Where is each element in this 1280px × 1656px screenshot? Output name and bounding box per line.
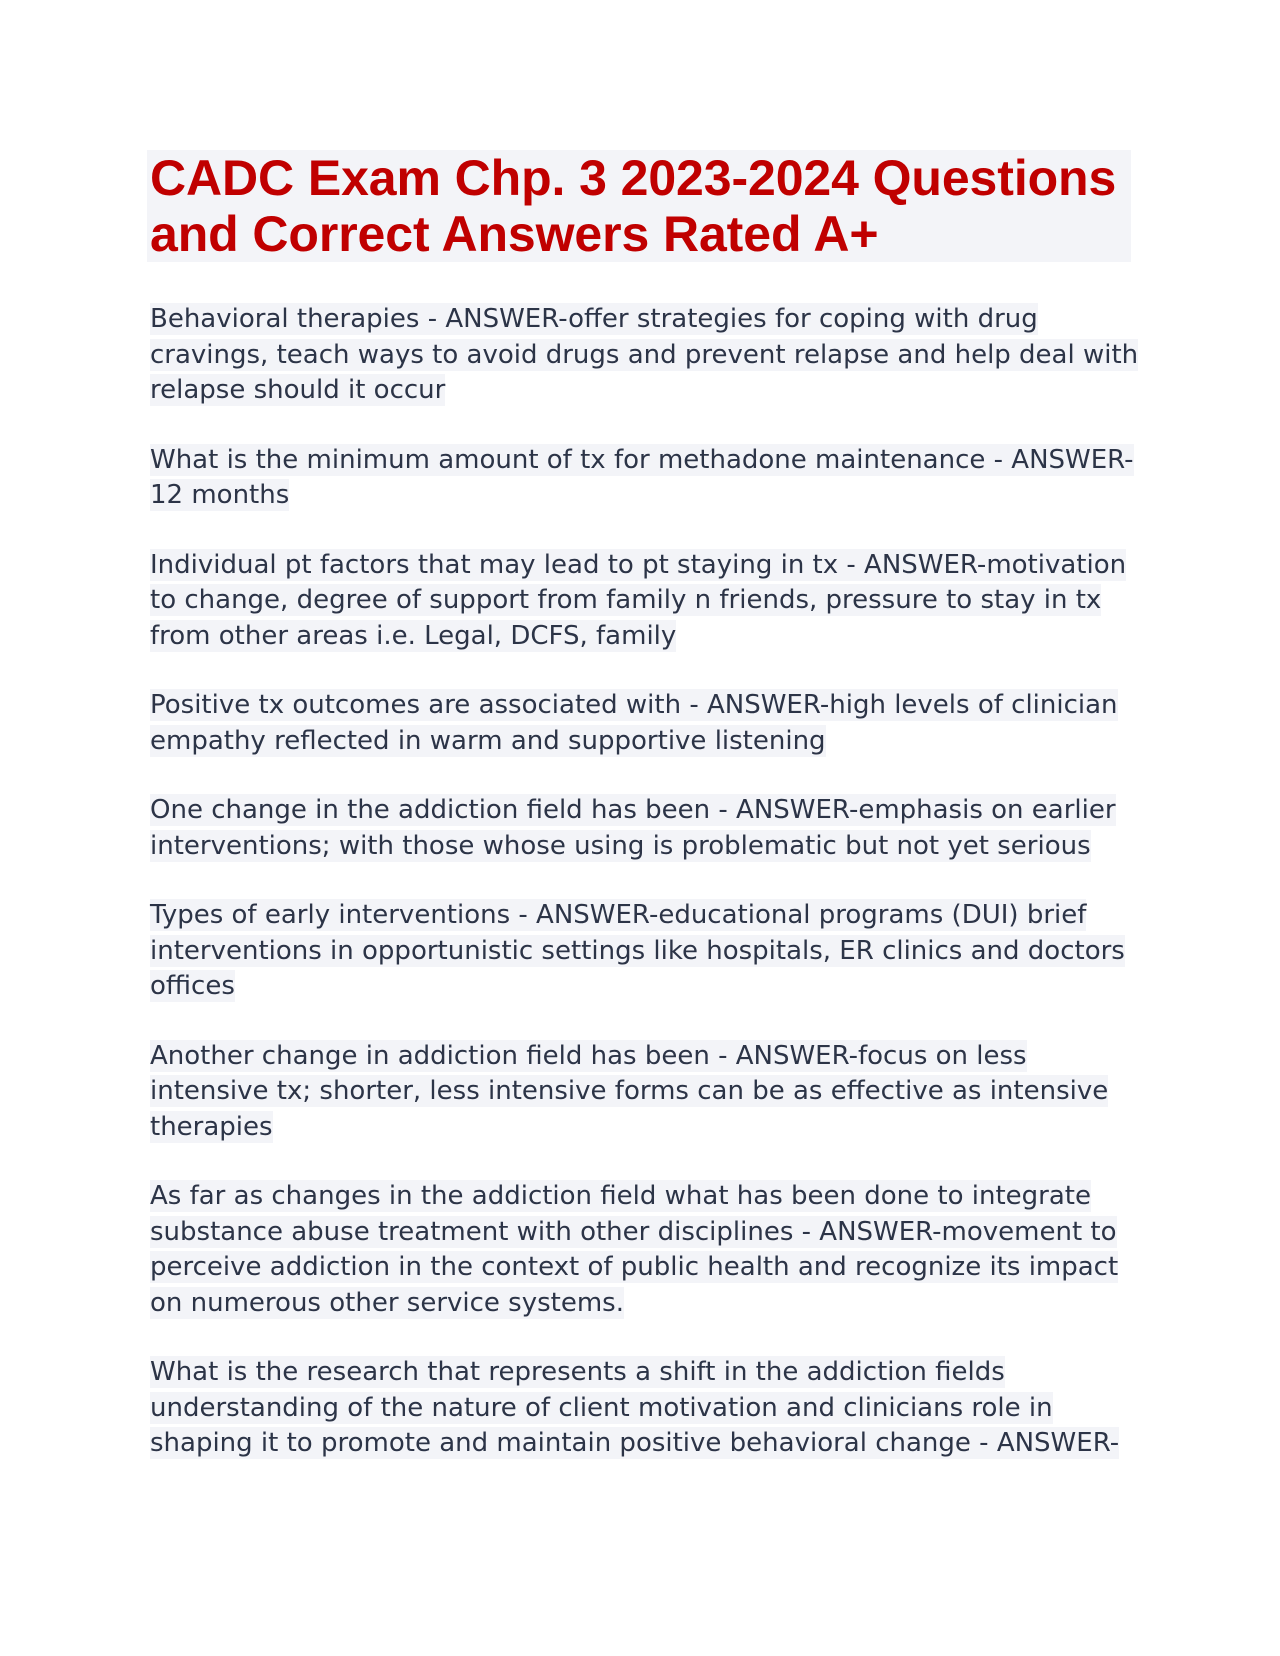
qa-text: As far as changes in the addiction field what has been done to integrate substance abuse treatment with other disciplines - ANSWER-movement to perceive addiction in the context of public health and recognize its impact on numerous other service systems. [150, 1181, 1119, 1318]
qa-item [150, 548, 1140, 655]
qa-item [150, 688, 1140, 759]
qa-item [150, 443, 1140, 514]
qa-item [150, 302, 1140, 409]
qa-text: Types of early interventions - ANSWER-educational programs (DUI) brief interventions in opportunistic settings like hospitals, ER clinics and doctors offices [150, 900, 1125, 1001]
qa-text: What is the research that represents a shift in the addiction fields understanding of the nature of client motivation and clinicians role in shaping it to promote and maintain positive behavioral change - ANSWER- [150, 1357, 1120, 1458]
qa-text: One change in the addiction field has been - ANSWER-emphasis on earlier interventions; with those whose using is problematic but not yet serious [150, 795, 1116, 861]
qa-text: Behavioral therapies - ANSWER-offer strategies for coping with drug cravings, teach ways to avoid drugs and prevent relapse and help deal with relapse should it occur [150, 304, 1139, 405]
qa-list [150, 302, 1140, 1496]
qa-item [150, 898, 1140, 1005]
qa-text: Individual pt factors that may lead to pt staying in tx - ANSWER-motivation to change, degree of support from family n friends, pressure to stay in tx from other areas i.e. Legal, DCFS, family [150, 549, 1127, 651]
document-title: CADC Exam Chp. 3 2023-2024 Questions and Correct Answers Rated A+ [147, 150, 1131, 262]
qa-text: Another change in addiction field has been - ANSWER-focus on less intensive tx; shorter, less intensive forms can be as effective as intensive therapies [150, 1040, 1109, 1142]
qa-item [150, 1179, 1140, 1321]
qa-text: Positive tx outcomes are associated with - ANSWER-high levels of clinician empathy reflected in warm and supportive listening [150, 690, 1118, 756]
qa-item [150, 1355, 1140, 1462]
qa-item [150, 1039, 1140, 1146]
qa-text: What is the minimum amount of tx for methadone maintenance - ANSWER-12 months [150, 444, 1134, 510]
qa-item [150, 793, 1140, 864]
